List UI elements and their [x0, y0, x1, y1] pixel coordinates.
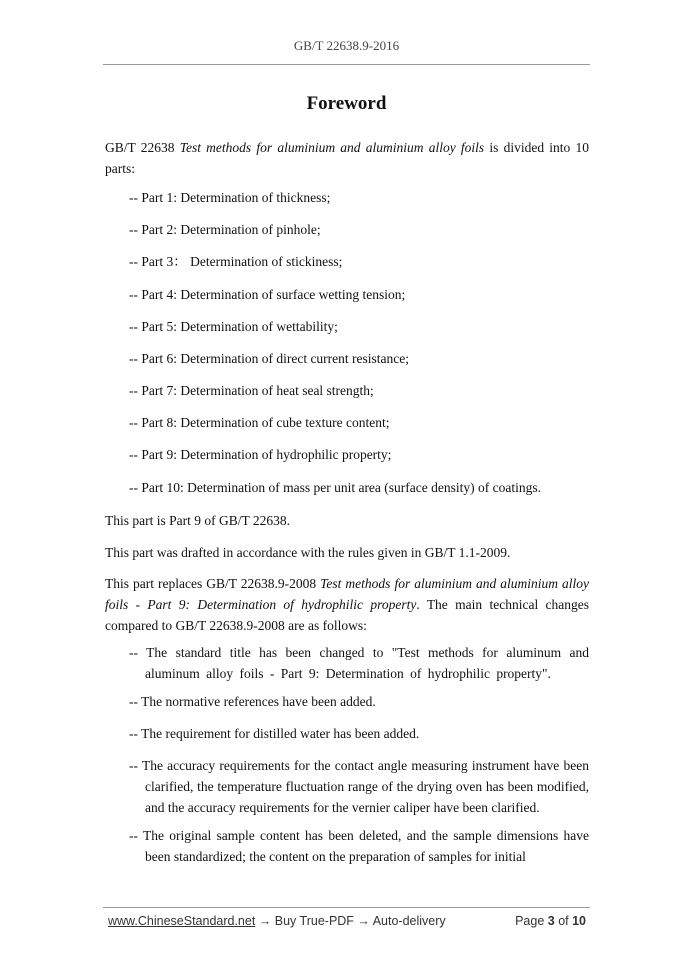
page-label: Page	[515, 914, 548, 928]
header-divider	[103, 64, 590, 65]
intro-series-title: Test methods for aluminium and aluminium alloy foils	[179, 140, 485, 155]
page-title: Foreword	[306, 93, 387, 114]
footer-link-text: → Buy True-PDF → Auto-delivery	[255, 914, 446, 928]
part-list-item-4: -- Part 4: Determination of surface wetting tension;	[129, 287, 406, 302]
part-list-item-2: -- Part 2: Determination of pinhole;	[129, 222, 321, 237]
change-item-accuracy: -- The accuracy requirements for the contact angle measuring instrument have been clarified, the temperature fluctuation range of the drying oven has been modified, and the accuracy requirements for the vernier caliper have been clarified.	[129, 758, 589, 815]
part-list-item-5: -- Part 5: Determination of wettability;	[129, 319, 338, 334]
site-link[interactable]: www.ChineseStandard.net	[108, 914, 256, 928]
part-list-item-10: -- Part 10: Determination of mass per unit area (surface density) of coatings.	[129, 480, 541, 495]
part-list-item-3: -- Part 3： Determination of stickiness;	[129, 254, 343, 269]
running-header: GB/T 22638.9-2016	[293, 38, 400, 53]
of-label: of	[554, 914, 573, 928]
replaces-text-end: . The main technical changes compared to GB/T 22638.9-2008 are as follows:	[105, 597, 590, 633]
part-list-item-1: -- Part 1: Determination of thickness;	[129, 190, 331, 205]
paragraph-part-of: This part is Part 9 of GB/T 22638.	[105, 513, 290, 528]
footer-divider	[103, 907, 590, 908]
change-item-references: -- The normative references have been added.	[129, 694, 376, 709]
part-list-item-8: -- Part 8: Determination of cube texture content;	[129, 415, 390, 430]
intro-text-start: GB/T 22638	[105, 140, 180, 155]
replaces-text-start: This part replaces GB/T 22638.9-2008	[105, 576, 321, 591]
page-number	[515, 914, 586, 928]
change-item-distilled-water: -- The requirement for distilled water has been added.	[129, 726, 420, 741]
part-list-item-9: -- Part 9: Determination of hydrophilic property;	[129, 447, 392, 462]
current-page: 3	[547, 914, 555, 928]
total-pages: 10	[572, 914, 586, 928]
change-item-sample: -- The original sample content has been deleted, and the sample dimensions have been standardized; the content on the preparation of samples for initial	[129, 828, 589, 864]
intro-paragraph	[105, 137, 589, 179]
intro-text-end: is divided into 10 parts:	[105, 140, 590, 176]
paragraph-drafted: This part was drafted in accordance with the rules given in GB/T 1.1-2009.	[105, 545, 511, 560]
part-list-item-7: -- Part 7: Determination of heat seal strength;	[129, 383, 374, 398]
footer-links	[108, 914, 446, 928]
replaces-paragraph	[105, 573, 589, 636]
part-list-item-6: -- Part 6: Determination of direct current resistance;	[129, 351, 410, 366]
change-item-title: -- The standard title has been changed to "Test methods for aluminum and aluminum alloy foils - Part 9: Determination of hydrophilic property".	[129, 645, 589, 681]
replaced-standard-title: Test methods for aluminium and aluminium alloy foils - Part 9: Determination of hydrophilic property	[105, 576, 589, 612]
